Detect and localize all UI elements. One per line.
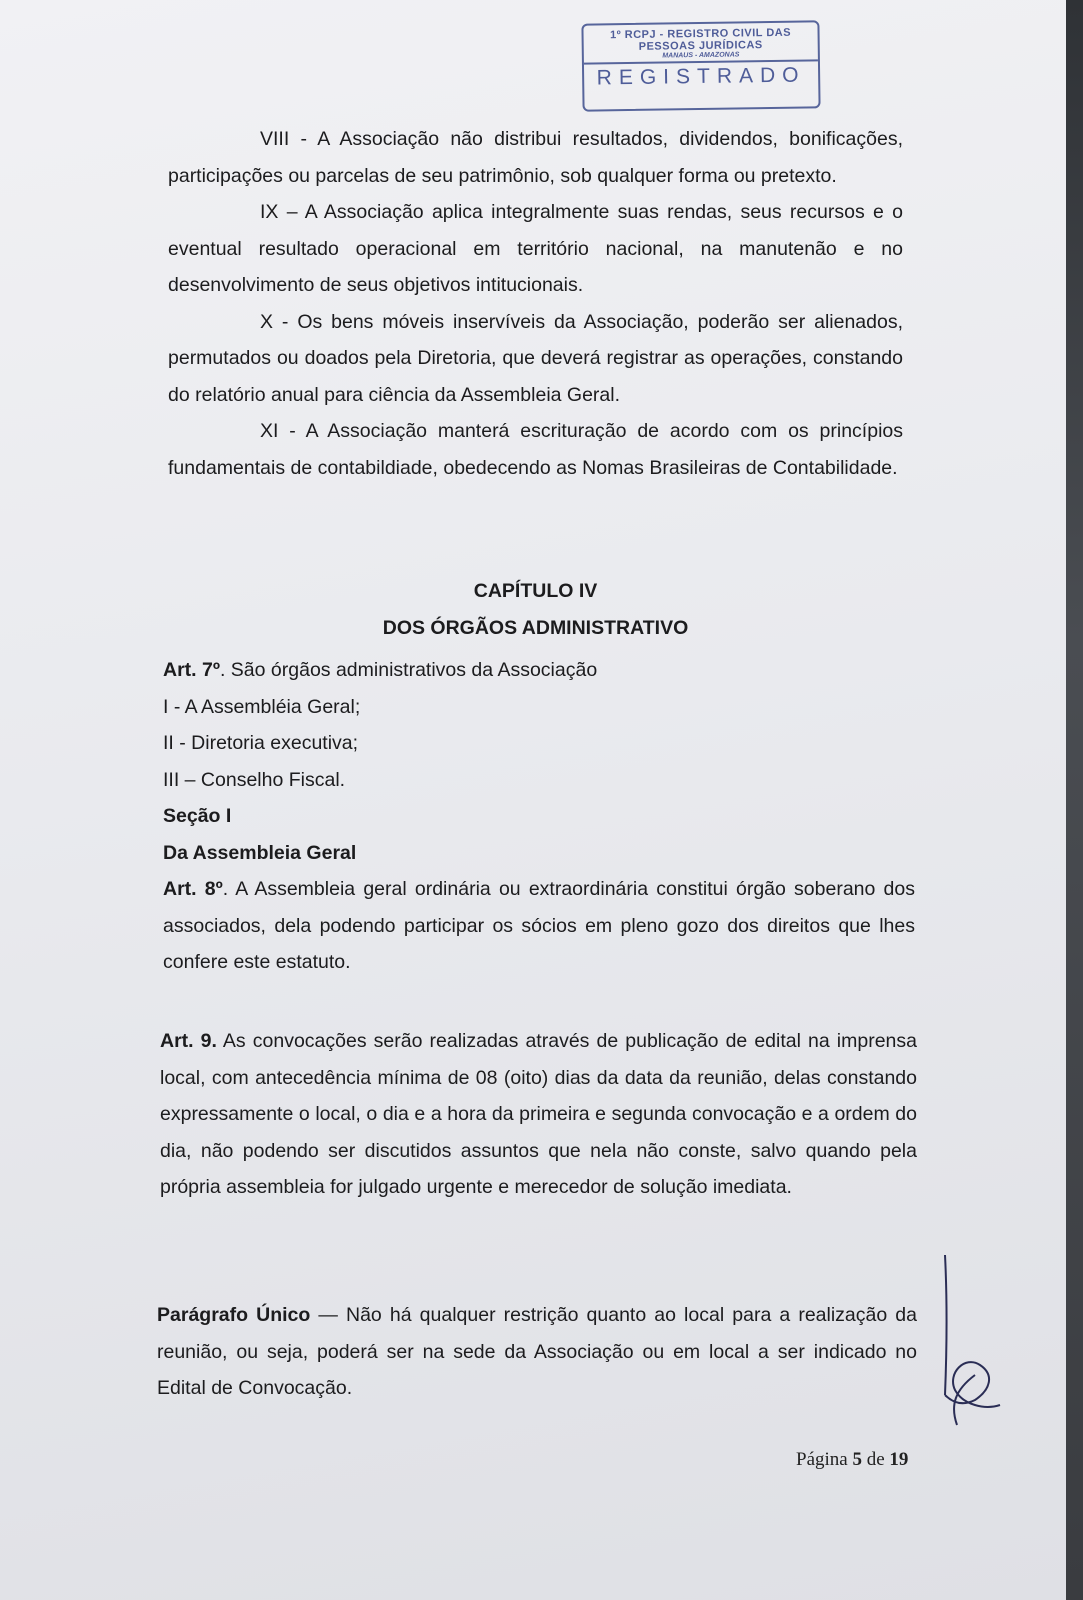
art9-paragraph	[160, 1023, 917, 1206]
clause-ix: IX – A Associação aplica integralmente suas rendas, seus recursos e o eventual resultado operacional em território nacional, na manutenão e no desenvolvimento de seus objetivos intitucionais.	[168, 201, 903, 296]
paragraph-unico-text: — Não há qualquer restrição quanto ao local para a realização da reunião, ou seja, poderá ser na sede da Associação ou em local a ser indicado no Edital de Convocação.	[157, 1304, 918, 1399]
stamp-line-1: 1º RCPJ - REGISTRO CIVIL DAS	[609, 26, 792, 42]
paragraph-unico-label: Parágrafo Único	[157, 1304, 311, 1326]
handwritten-signature	[935, 1255, 1015, 1430]
art7-label: Art. 7º	[163, 659, 220, 681]
stamp-line-2: PESSOAS JURÍDICAS	[638, 39, 763, 53]
footer-middle: de	[861, 1449, 890, 1470]
clause-x: X - Os bens móveis inservíveis da Associação, poderão ser alienados, permutados ou doados pela Diretoria, que deverá registrar as operações, constando do relatório anual para ciência da Assembleia Geral.	[168, 310, 903, 406]
chapter-subtitle: DOS ÓRGÃOS ADMINISTRATIVO	[382, 617, 689, 639]
chapter-title: CAPÍTULO IV	[473, 580, 598, 602]
art9-text: As convocações serão realizadas através de publicação de edital na imprensa local, com antecedência mínima de 08 (oito) dias da data da reunião, delas constando expressamente o local, o dia e a hora da primeira e segunda convocação e a ordem do dia, não podendo ser discutidos assuntos que nela não conste, salvo quando pela própria assembleia for julgado urgente e merecedor de solução imediata.	[160, 1030, 917, 1198]
clause-viii: VIII - A Associação não distribui resultados, dividendos, bonificações, participações ou parcelas de seu patrimônio, sob qualquer forma ou pretexto.	[168, 128, 903, 187]
footer-prefix: Página	[796, 1449, 853, 1470]
art7-block	[163, 652, 915, 981]
art7-heading	[163, 652, 915, 689]
section-title-text: Seção I	[163, 805, 232, 827]
stamp-registered: REGISTRADO	[584, 59, 818, 90]
art7-item-3: III – Conselho Fiscal.	[163, 768, 346, 791]
clauses-block	[168, 121, 903, 486]
paragraph-unico	[157, 1297, 917, 1407]
art9-block	[160, 1023, 917, 1206]
footer-current-page: 5	[852, 1449, 862, 1470]
art8-label: Art. 8º	[163, 878, 223, 900]
art9-label: Art. 9.	[160, 1030, 217, 1052]
art7-item-2: II - Diretoria executiva;	[163, 732, 359, 754]
section-title	[163, 798, 915, 835]
page-footer	[796, 1449, 908, 1471]
clause-xi: XI - A Associação manterá escrituração de acordo com os princípios fundamentais de contabildiade, obedecendo as Nomas Brasileiras de Contabilidade.	[168, 420, 903, 479]
section-subtitle	[163, 835, 915, 872]
section-subtitle-text: Da Assembleia Geral	[163, 841, 357, 864]
art8-text: . A Assembleia geral ordinária ou extraordinária constitui órgão soberano dos associados, dela podendo participar os sócios em pleno gozo dos direitos que lhes confere este estatuto.	[163, 878, 915, 973]
registry-stamp	[581, 20, 820, 111]
art7-item-1: I - A Assembléia Geral;	[163, 695, 361, 718]
paragraph-unico-block	[157, 1297, 917, 1407]
stamp-line-3: MANAUS - AMAZONAS	[662, 51, 740, 60]
footer-total-pages: 19	[889, 1449, 909, 1470]
art7-text: . São órgãos administrativos da Associação	[219, 659, 598, 681]
art8-paragraph	[163, 871, 915, 981]
background-edge	[1066, 0, 1083, 1600]
